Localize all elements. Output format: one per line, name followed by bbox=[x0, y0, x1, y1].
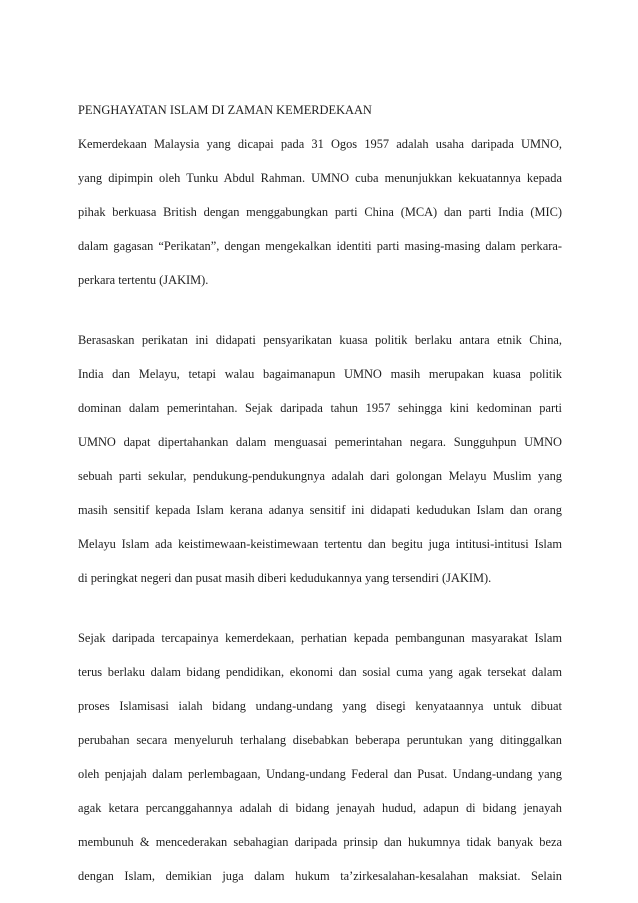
paragraph-line: perkara tertentu (JAKIM). bbox=[78, 273, 209, 287]
paragraph-line: proses Islamisasi ialah bidang undang-undang yang disegi kenyataannya untuk dibuat bbox=[78, 699, 562, 713]
paragraph-line: terus berlaku dalam bidang pendidikan, ekonomi dan sosial cuma yang agak tersekat dalam bbox=[78, 665, 562, 679]
paragraph-line: Kemerdekaan Malaysia yang dicapai pada 31 Ogos 1957 adalah usaha daripada UMNO, bbox=[78, 137, 562, 151]
paragraph-line: Berasaskan perikatan ini didapati pensyarikatan kuasa politik berlaku antara etnik China, bbox=[78, 333, 562, 347]
paragraph-line: di peringkat negeri dan pusat masih diberi kedudukannya yang tersendiri (JAKIM). bbox=[78, 571, 492, 585]
paragraph-line: membunuh & mencederakan sebahagian daripada prinsip dan hukumnya tidak banyak beza bbox=[78, 835, 562, 849]
paragraph-3 bbox=[78, 621, 562, 893]
document-page bbox=[78, 93, 562, 893]
paragraph-line: dengan Islam, demikian juga dalam hukum ta’zirkesalahan-kesalahan maksiat. Selain bbox=[78, 869, 562, 883]
paragraph-line: India dan Melayu, tetapi walau bagaimanapun UMNO masih merupakan kuasa politik bbox=[78, 367, 562, 381]
paragraph-line: pihak berkuasa British dengan menggabungkan parti China (MCA) dan parti India (MIC) bbox=[78, 205, 562, 219]
paragraph-1 bbox=[78, 127, 562, 297]
paragraph-line: dominan dalam pemerintahan. Sejak daripada tahun 1957 sehingga kini kedominan parti bbox=[78, 401, 562, 415]
paragraph-line: sebuah parti sekular, pendukung-pendukungnya adalah dari golongan Melayu Muslim yang bbox=[78, 469, 562, 483]
paragraph-line: masih sensitif kepada Islam kerana adanya sensitif ini didapati kedudukan Islam dan orang bbox=[78, 503, 562, 517]
document-title: PENGHAYATAN ISLAM DI ZAMAN KEMERDEKAAN bbox=[78, 103, 372, 117]
paragraph-line: agak ketara percanggahannya adalah di bidang jenayah hudud, adapun di bidang jenayah bbox=[78, 801, 562, 815]
paragraph-line: UMNO dapat dipertahankan dalam menguasai pemerintahan negara. Sungguhpun UMNO bbox=[78, 435, 562, 449]
paragraph-line: dalam gagasan “Perikatan”, dengan mengekalkan identiti parti masing-masing dalam perkara- bbox=[78, 239, 562, 253]
paragraph-line: perubahan secara menyeluruh terhalang disebabkan beberapa peruntukan yang ditinggalkan bbox=[78, 733, 562, 747]
paragraph-line: Sejak daripada tercapainya kemerdekaan, perhatian kepada pembangunan masyarakat Islam bbox=[78, 631, 562, 645]
paragraph-line: yang dipimpin oleh Tunku Abdul Rahman. UMNO cuba menunjukkan kekuatannya kepada bbox=[78, 171, 562, 185]
paragraph-line: oleh penjajah dalam perlembagaan, Undang-undang Federal dan Pusat. Undang-undang yang bbox=[78, 767, 562, 781]
paragraph-line: Melayu Islam ada keistimewaan-keistimewaan tertentu dan begitu juga intitusi-intitusi Islam bbox=[78, 537, 562, 551]
paragraph-2 bbox=[78, 323, 562, 595]
